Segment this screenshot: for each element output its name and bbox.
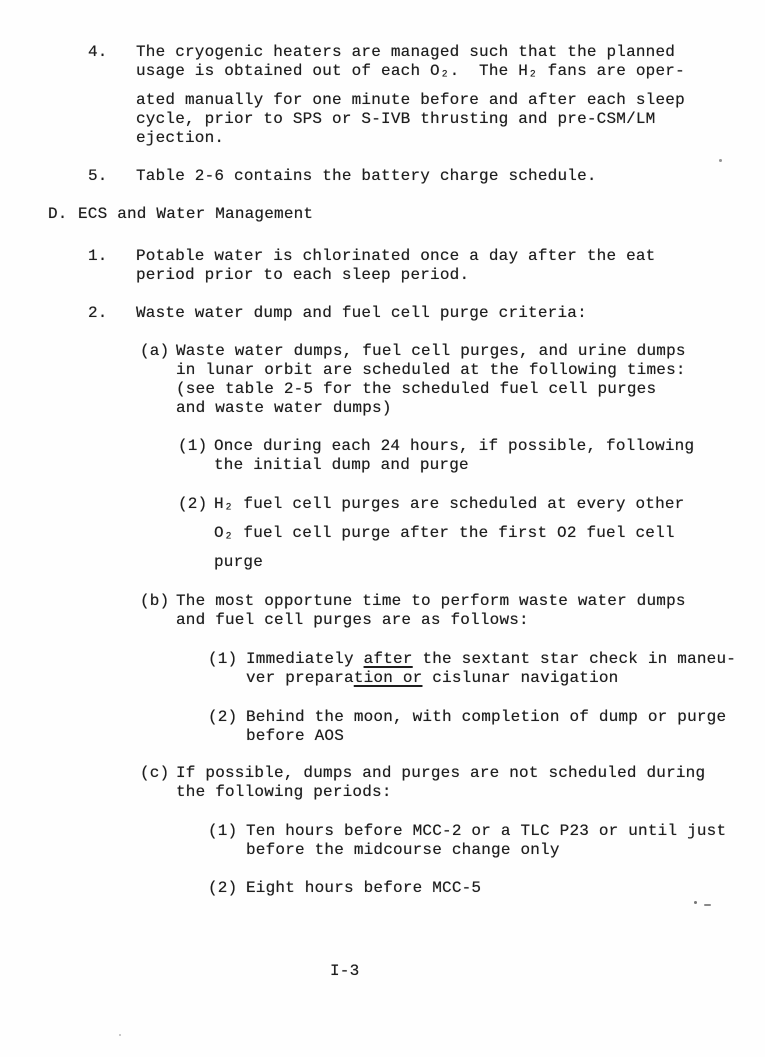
item-body <box>246 650 736 688</box>
item-body <box>136 304 587 323</box>
scan-speck <box>119 1034 121 1036</box>
item-marker: 4. <box>88 43 108 61</box>
item-marker: (a) <box>140 342 170 360</box>
text-line <box>246 650 736 669</box>
list-item-c2 <box>208 879 765 898</box>
text-line: the following periods: <box>176 783 392 801</box>
text-line: usage is obtained out of each O₂. The H₂ fans are oper- <box>136 62 685 80</box>
page-number: I-3 <box>330 962 360 980</box>
item-body <box>136 167 597 186</box>
text-line: Waste water dumps, fuel cell purges, and urine dumps <box>176 342 686 360</box>
underlined-text: after <box>363 650 413 668</box>
text-line: Potable water is chlorinated once a day after the eat <box>136 247 656 265</box>
list-item-b1 <box>208 650 765 688</box>
text-line: Once during each 24 hours, if possible, following <box>214 437 695 455</box>
text-segment: Immediately <box>246 650 364 668</box>
text-line: ated manually for one minute before and after each sleep <box>136 91 685 109</box>
list-item-c1 <box>208 822 765 860</box>
list-item-a2 <box>178 495 765 572</box>
scan-speck <box>694 901 697 904</box>
item-marker: (2) <box>178 495 208 513</box>
item-body <box>214 437 694 475</box>
list-item-d2 <box>88 304 765 323</box>
item-marker: (c) <box>140 764 170 782</box>
underlined-text: tion or <box>353 669 423 687</box>
text-segment: the sextant star check in maneu- <box>412 650 737 668</box>
scan-speck <box>719 159 722 162</box>
item-body <box>246 708 726 746</box>
item-body <box>176 592 686 630</box>
text-line: Ten hours before MCC-2 or a TLC P23 or until just <box>246 822 727 840</box>
text-line: If possible, dumps and purges are not scheduled during <box>176 764 706 782</box>
list-item-4 <box>88 43 765 148</box>
text-line: in lunar orbit are scheduled at the following times: <box>176 361 686 379</box>
item-marker: (2) <box>208 879 238 897</box>
text-line: Behind the moon, with completion of dump or purge <box>246 708 727 726</box>
section-title-wrap <box>78 205 313 224</box>
text-line: before the midcourse change only <box>246 841 560 859</box>
item-body <box>246 822 726 860</box>
item-body <box>136 247 655 285</box>
item-marker: (1) <box>208 650 238 668</box>
text-line: Waste water dump and fuel cell purge criteria: <box>136 304 587 322</box>
list-item-b2 <box>208 708 765 746</box>
text-line: O₂ fuel cell purge after the first O2 fuel cell <box>214 524 675 542</box>
text-line <box>246 669 736 688</box>
item-marker: (2) <box>208 708 238 726</box>
list-item-b <box>140 592 765 630</box>
text-line: The cryogenic heaters are managed such that the planned <box>136 43 676 61</box>
text-line: The most opportune time to perform waste water dumps <box>176 592 686 610</box>
item-marker: (1) <box>178 437 208 455</box>
text-segment: ver prepara <box>246 669 354 687</box>
text-line: ejection. <box>136 129 225 147</box>
item-marker: 5. <box>88 167 108 185</box>
section-title: ECS and Water Management <box>78 205 314 223</box>
item-body <box>176 764 705 802</box>
list-item-5 <box>88 167 765 186</box>
list-item-a <box>140 342 765 418</box>
text-line: Table 2-6 contains the battery charge schedule. <box>136 167 597 185</box>
item-marker: (b) <box>140 592 170 610</box>
section-heading-d <box>48 205 765 224</box>
text-line: purge <box>214 553 264 571</box>
text-line: period prior to each sleep period. <box>136 266 470 284</box>
item-body <box>246 879 481 898</box>
item-body <box>136 43 685 148</box>
item-marker: 2. <box>88 304 108 322</box>
text-segment: cislunar navigation <box>422 669 619 687</box>
text-line: cycle, prior to SPS or S-IVB thrusting and pre-CSM/LM <box>136 110 656 128</box>
item-body <box>214 495 684 572</box>
text-line: Eight hours before MCC-5 <box>246 879 482 897</box>
text-line: before AOS <box>246 727 345 745</box>
list-item-a1 <box>178 437 765 475</box>
text-line: H₂ fuel cell purges are scheduled at every other <box>214 495 685 513</box>
text-line: the initial dump and purge <box>214 456 469 474</box>
item-body <box>176 342 686 418</box>
scan-speck <box>704 904 711 906</box>
section-marker: D. <box>48 205 68 223</box>
item-marker: 1. <box>88 247 108 265</box>
text-line: (see table 2-5 for the scheduled fuel cell purges <box>176 380 657 398</box>
list-item-c <box>140 764 765 802</box>
text-line: and waste water dumps) <box>176 399 392 417</box>
list-item-d1 <box>88 247 765 285</box>
item-marker: (1) <box>208 822 238 840</box>
text-line: and fuel cell purges are as follows: <box>176 611 529 629</box>
